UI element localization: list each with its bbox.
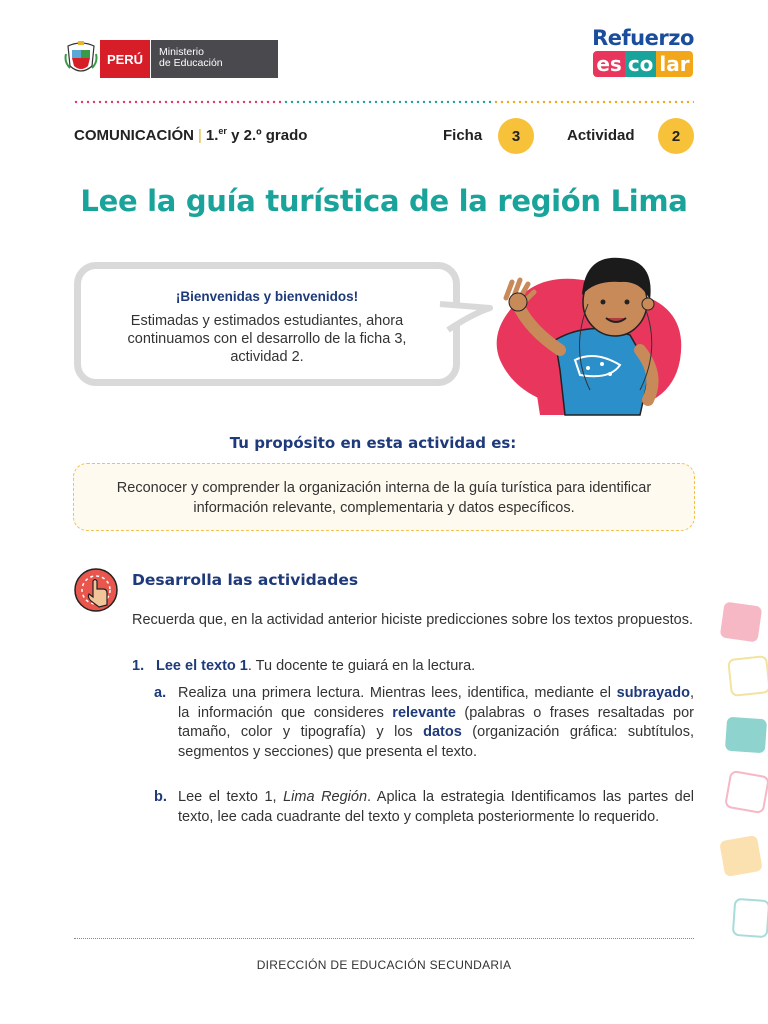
divider-dot bbox=[399, 101, 401, 103]
divider-dot bbox=[207, 101, 209, 103]
divider-dot bbox=[147, 101, 149, 103]
divider-dot bbox=[501, 101, 503, 103]
divider-dot bbox=[273, 101, 275, 103]
divider-dot bbox=[477, 101, 479, 103]
ministry-label bbox=[150, 40, 278, 78]
list-item-b bbox=[154, 788, 694, 827]
divider-dot bbox=[579, 101, 581, 103]
item-1-text bbox=[156, 657, 694, 677]
divider-dot bbox=[111, 101, 113, 103]
item-a-marker: a. bbox=[154, 685, 167, 701]
item-b-italic: Lima Región bbox=[283, 789, 368, 805]
divider-dot bbox=[183, 101, 185, 103]
divider-dot bbox=[663, 101, 665, 103]
divider-dot bbox=[675, 101, 677, 103]
item-a-highlight-1: subrayado bbox=[616, 685, 690, 701]
separator: | bbox=[198, 127, 202, 144]
divider-dot bbox=[177, 101, 179, 103]
divider-dot bbox=[465, 101, 467, 103]
item-1-bold: Lee el texto 1 bbox=[156, 658, 248, 674]
grade-prefix: 1. bbox=[205, 127, 219, 144]
divider-dot bbox=[555, 101, 557, 103]
item-a-part2: , la información que consideres bbox=[178, 685, 694, 721]
divider-dot bbox=[255, 101, 257, 103]
divider-dot bbox=[159, 101, 161, 103]
divider-dot bbox=[435, 101, 437, 103]
ficha-number-badge: 3 bbox=[498, 118, 534, 154]
divider-dot bbox=[135, 101, 137, 103]
divider-dot bbox=[459, 101, 461, 103]
divider-dot bbox=[75, 101, 77, 103]
brand-top: Refuerzo bbox=[592, 26, 694, 50]
divider-dot bbox=[543, 101, 545, 103]
item-1-marker: 1. bbox=[132, 658, 145, 674]
divider-dot bbox=[669, 101, 671, 103]
divider-dot bbox=[681, 101, 683, 103]
divider-dot bbox=[321, 101, 323, 103]
divider-dot bbox=[639, 101, 641, 103]
coat-of-arms-icon bbox=[64, 40, 98, 78]
divider-dot bbox=[225, 101, 227, 103]
divider-dot bbox=[453, 101, 455, 103]
divider-dot bbox=[303, 101, 305, 103]
item-b-part2: . Aplica la estrategia Identificamos las partes del texto, lee cada cuadrante del texto y completa posteriormente lo requerido. bbox=[178, 789, 694, 825]
section-title: Desarrolla las actividades bbox=[132, 571, 359, 589]
divider-dot bbox=[153, 101, 155, 103]
bubble-greeting: ¡Bienvenidas y bienvenidos! bbox=[175, 289, 359, 304]
divider-dot bbox=[123, 101, 125, 103]
divider-dot bbox=[621, 101, 623, 103]
divider-dot bbox=[591, 101, 593, 103]
divider-dot bbox=[633, 101, 635, 103]
divider-dot bbox=[87, 101, 89, 103]
item-a-part1: Realiza una primera lectura. Mientras lees, identifica, mediante el bbox=[178, 685, 617, 701]
divider-dot bbox=[93, 101, 95, 103]
divider-dot bbox=[345, 101, 347, 103]
list-item-1 bbox=[132, 657, 694, 677]
divider-dot bbox=[315, 101, 317, 103]
divider-dot bbox=[267, 101, 269, 103]
item-a-highlight-2: relevante bbox=[392, 704, 456, 721]
divider-dot bbox=[309, 101, 311, 103]
ministry-line-1: Ministerio bbox=[159, 46, 204, 58]
item-b-part1: Lee el texto 1, bbox=[178, 789, 284, 805]
divider-dot bbox=[105, 101, 107, 103]
divider-dot bbox=[567, 101, 569, 103]
brand-piece-2: co bbox=[625, 51, 657, 77]
divider-dot bbox=[231, 101, 233, 103]
divider-dot bbox=[645, 101, 647, 103]
divider-dot bbox=[363, 101, 365, 103]
speech-bubble bbox=[74, 262, 460, 386]
divider-dot bbox=[237, 101, 239, 103]
brand-piece-1: es bbox=[593, 51, 624, 77]
country-label: PERÚ bbox=[100, 40, 150, 78]
brand-logo bbox=[588, 26, 698, 77]
divider-dot bbox=[141, 101, 143, 103]
divider-dot bbox=[525, 101, 527, 103]
brand-bottom bbox=[588, 51, 698, 77]
divider-dot bbox=[189, 101, 191, 103]
divider-dot bbox=[285, 101, 287, 103]
puzzle-decoration bbox=[716, 598, 768, 948]
divider-dot bbox=[171, 101, 173, 103]
divider-dot bbox=[387, 101, 389, 103]
divider-dot bbox=[597, 101, 599, 103]
divider-dot bbox=[441, 101, 443, 103]
divider-dot bbox=[423, 101, 425, 103]
item-a-highlight-3: datos bbox=[423, 724, 462, 740]
header-divider bbox=[74, 100, 694, 104]
activity-label: Actividad bbox=[567, 127, 635, 144]
divider-dot bbox=[213, 101, 215, 103]
divider-dot bbox=[381, 101, 383, 103]
item-a-part3: (palabras o frases resaltadas por tamaño, color y tipografía) y los bbox=[178, 704, 695, 740]
divider-dot bbox=[609, 101, 611, 103]
divider-dot bbox=[495, 101, 497, 103]
ministry-line-2: de Educación bbox=[159, 57, 223, 69]
brand-piece-3: lar bbox=[656, 51, 692, 77]
grade-rest: y 2.º grado bbox=[226, 127, 308, 144]
divider-dot bbox=[687, 101, 689, 103]
divider-dot bbox=[513, 101, 515, 103]
divider-dot bbox=[471, 101, 473, 103]
divider-dot bbox=[333, 101, 335, 103]
divider-dot bbox=[297, 101, 299, 103]
divider-dot bbox=[531, 101, 533, 103]
divider-dot bbox=[201, 101, 203, 103]
divider-dot bbox=[447, 101, 449, 103]
divider-dot bbox=[627, 101, 629, 103]
divider-dot bbox=[375, 101, 377, 103]
divider-dot bbox=[657, 101, 659, 103]
divider-dot bbox=[279, 101, 281, 103]
item-b-marker: b. bbox=[154, 789, 167, 805]
divider-dot bbox=[165, 101, 167, 103]
divider-dot bbox=[489, 101, 491, 103]
divider-dot bbox=[693, 101, 694, 103]
footer-divider bbox=[74, 938, 694, 939]
divider-dot bbox=[195, 101, 197, 103]
page-title: Lee la guía turística de la región Lima bbox=[80, 184, 688, 218]
ministry-logo bbox=[64, 40, 278, 78]
subject-label: COMUNICACIÓN bbox=[74, 127, 194, 144]
hand-click-icon bbox=[73, 567, 119, 613]
divider-dot bbox=[81, 101, 83, 103]
divider-dot bbox=[369, 101, 371, 103]
divider-dot bbox=[351, 101, 353, 103]
divider-dot bbox=[117, 101, 119, 103]
divider-dot bbox=[405, 101, 407, 103]
ficha-label: Ficha bbox=[443, 127, 483, 144]
divider-dot bbox=[483, 101, 485, 103]
footer-text: DIRECCIÓN DE EDUCACIÓN SECUNDARIA bbox=[256, 958, 512, 972]
item-b-text bbox=[178, 788, 694, 827]
divider-dot bbox=[651, 101, 653, 103]
grade-sup: er bbox=[218, 126, 227, 136]
purpose-title: Tu propósito en esta actividad es: bbox=[229, 434, 517, 452]
divider-dot bbox=[507, 101, 509, 103]
divider-dot bbox=[243, 101, 245, 103]
divider-dot bbox=[585, 101, 587, 103]
divider-dot bbox=[411, 101, 413, 103]
purpose-box bbox=[73, 463, 695, 531]
subject-grade bbox=[74, 126, 307, 144]
divider-dot bbox=[549, 101, 551, 103]
divider-dot bbox=[339, 101, 341, 103]
bubble-message: Estimadas y estimados estudiantes, ahora continuamos con el desarrollo de la ficha 3, actividad 2. bbox=[127, 313, 407, 365]
divider-dot bbox=[357, 101, 359, 103]
item-1-rest: . Tu docente te guiará en la lectura. bbox=[247, 658, 476, 674]
item-a-text bbox=[178, 684, 694, 762]
divider-dot bbox=[99, 101, 101, 103]
divider-dot bbox=[615, 101, 617, 103]
grade-label bbox=[206, 127, 308, 144]
divider-dot bbox=[249, 101, 251, 103]
divider-dot bbox=[327, 101, 329, 103]
divider-dot bbox=[393, 101, 395, 103]
purpose-text: Reconocer y comprender la organización interna de la guía turística para identificar información relevante, complementaria y datos específicos. bbox=[116, 480, 652, 516]
divider-dot bbox=[537, 101, 539, 103]
student-illustration bbox=[470, 240, 690, 420]
divider-dot bbox=[129, 101, 131, 103]
item-a-part4: (organización gráfica: subtítulos, segmentos y secciones) que presenta el texto. bbox=[178, 724, 694, 760]
list-item-a bbox=[154, 684, 694, 762]
divider-dot bbox=[417, 101, 419, 103]
divider-dot bbox=[573, 101, 575, 103]
divider-dot bbox=[261, 101, 263, 103]
divider-dot bbox=[603, 101, 605, 103]
activity-number-badge: 2 bbox=[658, 118, 694, 154]
divider-dot bbox=[519, 101, 521, 103]
divider-dot bbox=[291, 101, 293, 103]
intro-paragraph: Recuerda que, en la actividad anterior hiciste predicciones sobre los textos propuestos. bbox=[132, 612, 693, 628]
divider-dot bbox=[561, 101, 563, 103]
divider-dot bbox=[429, 101, 431, 103]
divider-dot bbox=[219, 101, 221, 103]
